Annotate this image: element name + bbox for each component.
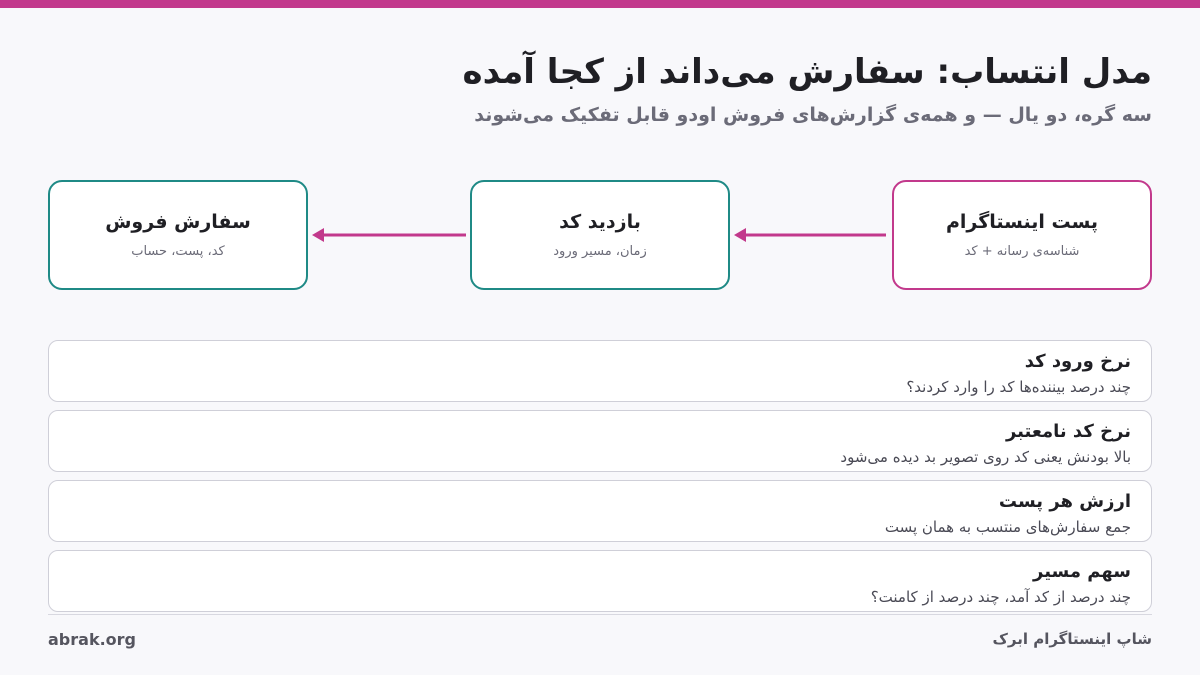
node-code-visit [470, 180, 730, 290]
metric-card [48, 410, 1152, 472]
metric-card [48, 550, 1152, 612]
metric-description: جمع سفارش‌های منتسب به همان پست [884, 518, 1131, 536]
node-sales-order [48, 180, 308, 290]
metric-title: نرخ ورود کد [1024, 351, 1131, 372]
arrow-left-icon [310, 226, 470, 244]
footer-site-link[interactable]: abrak.org [48, 630, 136, 649]
attribution-flow-diagram [48, 180, 1152, 290]
metric-title: نرخ کد نامعتبر [1005, 421, 1131, 442]
footer-divider [48, 614, 1152, 615]
footer-brand: شاپ اینستاگرام ابرک [992, 630, 1152, 648]
metric-card [48, 480, 1152, 542]
node-title: سفارش فروش [105, 211, 251, 233]
page-title: مدل انتساب: سفارش می‌داند از کجا آمده [462, 52, 1152, 92]
node-instagram-post [892, 180, 1152, 290]
header [48, 50, 1152, 128]
node-title: پست اینستاگرام [945, 211, 1099, 233]
node-title: بازدید کد [559, 211, 641, 233]
metric-description: چند درصد بیننده‌ها کد را وارد کردند؟ [906, 378, 1131, 396]
node-subtitle: شناسه‌ی رسانه + کد [964, 244, 1080, 259]
metrics-list [48, 340, 1152, 620]
top-accent-bar [0, 0, 1200, 8]
metric-description: بالا بودنش یعنی کد روی تصویر بد دیده می‌شود [840, 448, 1131, 466]
node-subtitle: زمان، مسیر ورود [553, 244, 647, 259]
node-subtitle: کد، پست، حساب [131, 244, 225, 259]
metric-description: چند درصد از کد آمد، چند درصد از کامنت؟ [870, 588, 1131, 606]
arrow-left-icon [732, 226, 892, 244]
page-subtitle: سه گره، دو یال — و همه‌ی گزارش‌های فروش اودو قابل تفکیک می‌شوند [474, 104, 1152, 126]
metric-title: ارزش هر پست [998, 491, 1131, 512]
metric-card [48, 340, 1152, 402]
metric-title: سهم مسیر [1033, 561, 1131, 582]
